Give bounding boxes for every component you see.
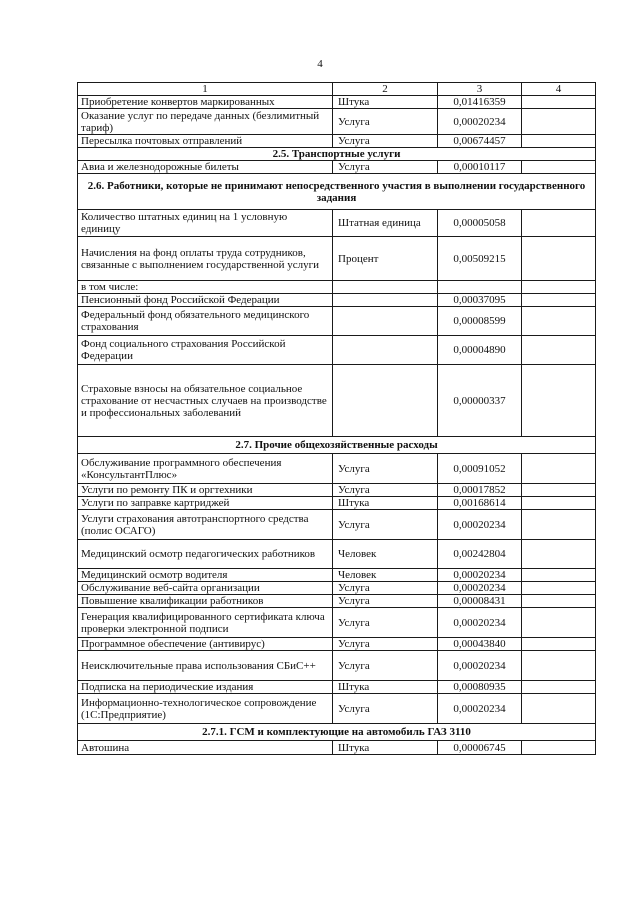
unit-cell: Услуга (333, 135, 438, 148)
table-row (78, 608, 596, 638)
empty-cell (522, 237, 596, 281)
empty-cell (522, 161, 596, 174)
unit-cell: Услуга (333, 109, 438, 135)
empty-cell (522, 96, 596, 109)
norm-value-cell: 0,00080935 (438, 681, 522, 694)
empty-cell (522, 681, 596, 694)
section-title: 2.7.1. ГСМ и комплектующие на автомобиль ГАЗ 3110 (78, 724, 596, 741)
empty-cell (522, 307, 596, 336)
unit-cell (333, 365, 438, 437)
norm-value-cell: 0,00000337 (438, 365, 522, 437)
item-name-cell: Услуги по ремонту ПК и оргтехники (78, 484, 333, 497)
empty-cell (522, 741, 596, 755)
table-row (78, 161, 596, 174)
section-header-row (78, 148, 596, 161)
item-name-cell: Информационно-технологическое сопровождение (1С:Предприятие) (78, 694, 333, 724)
table-row (78, 135, 596, 148)
unit-cell: Услуга (333, 161, 438, 174)
norms-table-body (78, 83, 596, 755)
norm-value-cell: 0,01416359 (438, 96, 522, 109)
empty-cell (522, 510, 596, 540)
unit-cell: Услуга (333, 595, 438, 608)
page-number: 4 (317, 58, 323, 70)
item-name-cell: Неисключительные права использования СБиС++ (78, 651, 333, 681)
unit-cell: Штатная единица (333, 210, 438, 237)
norm-value-cell: 0,00008599 (438, 307, 522, 336)
table-row (78, 294, 596, 307)
norm-value-cell: 0,00242804 (438, 540, 522, 569)
empty-cell (522, 651, 596, 681)
norm-value-cell: 0,00020234 (438, 651, 522, 681)
item-name-cell: Генерация квалифицированного сертификата ключа проверки электронной подписи (78, 608, 333, 638)
empty-cell (522, 210, 596, 237)
norm-value-cell: 0,00010117 (438, 161, 522, 174)
item-name-cell: Начисления на фонд оплаты труда сотрудников, связанные с выполнением государственной услуги (78, 237, 333, 281)
item-name-cell: Фонд социального страхования Российской Федерации (78, 336, 333, 365)
item-name-cell: Количество штатных единиц на 1 условную единицу (78, 210, 333, 237)
empty-cell (522, 540, 596, 569)
unit-cell: Услуга (333, 510, 438, 540)
table-row (78, 540, 596, 569)
unit-cell: Человек (333, 540, 438, 569)
table-row (78, 681, 596, 694)
column-header: 3 (438, 83, 522, 96)
item-name-cell: Повышение квалификации работников (78, 595, 333, 608)
section-title: 2.7. Прочие общехозяйственные расходы (78, 437, 596, 454)
section-header-row (78, 437, 596, 454)
unit-cell: Человек (333, 569, 438, 582)
norm-value-cell: 0,00168614 (438, 497, 522, 510)
unit-cell: Штука (333, 681, 438, 694)
empty-cell (522, 336, 596, 365)
item-name-cell: Подписка на периодические издания (78, 681, 333, 694)
unit-cell: Услуга (333, 651, 438, 681)
item-name-cell: Программное обеспечение (антивирус) (78, 638, 333, 651)
norm-value-cell: 0,00020234 (438, 510, 522, 540)
table-row (78, 210, 596, 237)
empty-cell (522, 569, 596, 582)
table-row (78, 510, 596, 540)
empty-cell (522, 365, 596, 437)
norm-value-cell: 0,00020234 (438, 582, 522, 595)
section-header-row (78, 174, 596, 210)
unit-cell (333, 307, 438, 336)
item-name-cell: Пенсионный фонд Российской Федерации (78, 294, 333, 307)
item-name-cell: Авиа и железнодорожные билеты (78, 161, 333, 174)
norm-value-cell: 0,00674457 (438, 135, 522, 148)
unit-cell (333, 281, 438, 294)
item-name-cell: Пересылка почтовых отправлений (78, 135, 333, 148)
norm-value-cell: 0,00004890 (438, 336, 522, 365)
unit-cell: Услуга (333, 484, 438, 497)
norm-value-cell: 0,00020234 (438, 569, 522, 582)
table-row (78, 336, 596, 365)
empty-cell (522, 281, 596, 294)
table-row (78, 651, 596, 681)
norm-value-cell: 0,00091052 (438, 454, 522, 484)
empty-cell (522, 582, 596, 595)
item-name-cell: Услуги страхования автотранспортного средства (полис ОСАГО) (78, 510, 333, 540)
unit-cell (333, 336, 438, 365)
norm-value-cell: 0,00005058 (438, 210, 522, 237)
table-row (78, 582, 596, 595)
item-name-cell: Обслуживание программного обеспечения «КонсультантПлюс» (78, 454, 333, 484)
empty-cell (522, 484, 596, 497)
unit-cell: Услуга (333, 638, 438, 651)
table-row (78, 741, 596, 755)
table-row (78, 237, 596, 281)
norm-value-cell: 0,00020234 (438, 694, 522, 724)
table-row (78, 281, 596, 294)
item-name-cell: Медицинский осмотр педагогических работников (78, 540, 333, 569)
item-name-cell: Обслуживание веб-сайта организации (78, 582, 333, 595)
item-name-cell: Медицинский осмотр водителя (78, 569, 333, 582)
empty-cell (522, 595, 596, 608)
section-title: 2.6. Работники, которые не принимают непосредственного участия в выполнении государственного задания (78, 174, 596, 210)
item-name-cell: Услуги по заправке картриджей (78, 497, 333, 510)
norm-value-cell: 0,00037095 (438, 294, 522, 307)
table-row (78, 307, 596, 336)
empty-cell (522, 294, 596, 307)
norm-value-cell (438, 281, 522, 294)
column-header: 1 (78, 83, 333, 96)
unit-cell: Штука (333, 96, 438, 109)
unit-cell: Штука (333, 741, 438, 755)
empty-cell (522, 109, 596, 135)
table-row (78, 569, 596, 582)
empty-cell (522, 638, 596, 651)
table-row (78, 96, 596, 109)
column-header: 4 (522, 83, 596, 96)
table-row (78, 484, 596, 497)
unit-cell: Услуга (333, 582, 438, 595)
column-number-row (78, 83, 596, 96)
unit-cell: Услуга (333, 454, 438, 484)
table-row (78, 638, 596, 651)
item-name-cell: Федеральный фонд обязательного медицинского страхования (78, 307, 333, 336)
norms-table (77, 82, 596, 755)
empty-cell (522, 497, 596, 510)
unit-cell: Услуга (333, 608, 438, 638)
table-row (78, 694, 596, 724)
empty-cell (522, 608, 596, 638)
unit-cell (333, 294, 438, 307)
table-row (78, 497, 596, 510)
unit-cell: Процент (333, 237, 438, 281)
norm-value-cell: 0,00020234 (438, 608, 522, 638)
table-row (78, 595, 596, 608)
norm-value-cell: 0,00006745 (438, 741, 522, 755)
norm-value-cell: 0,00008431 (438, 595, 522, 608)
table-row (78, 365, 596, 437)
item-name-cell: Оказание услуг по передаче данных (безлимитный тариф) (78, 109, 333, 135)
unit-cell: Штука (333, 497, 438, 510)
item-name-cell: Приобретение конвертов маркированных (78, 96, 333, 109)
norm-value-cell: 0,00017852 (438, 484, 522, 497)
item-name-cell: Страховые взносы на обязательное социальное страхование от несчастных случаев на производстве и профессиональных заболеваний (78, 365, 333, 437)
section-header-row (78, 724, 596, 741)
table-row (78, 454, 596, 484)
norm-value-cell: 0,00043840 (438, 638, 522, 651)
section-title: 2.5. Транспортные услуги (78, 148, 596, 161)
empty-cell (522, 454, 596, 484)
norm-value-cell: 0,00509215 (438, 237, 522, 281)
empty-cell (522, 135, 596, 148)
empty-cell (522, 694, 596, 724)
unit-cell: Услуга (333, 694, 438, 724)
column-header: 2 (333, 83, 438, 96)
item-name-cell: Автошина (78, 741, 333, 755)
table-row (78, 109, 596, 135)
norm-value-cell: 0,00020234 (438, 109, 522, 135)
item-name-cell: в том числе: (78, 281, 333, 294)
